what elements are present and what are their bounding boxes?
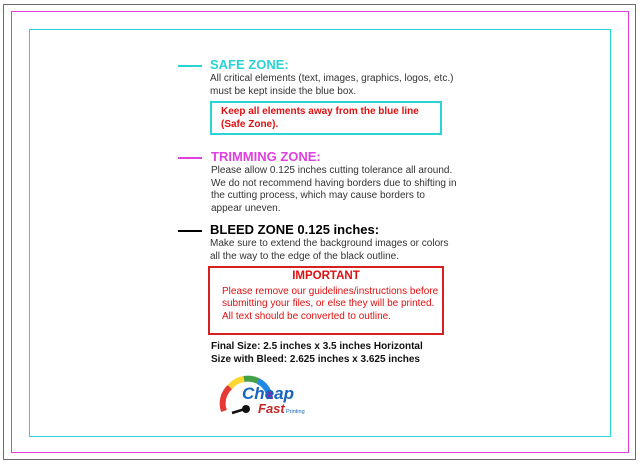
bleed-zone-description: Make sure to extend the background images or colors all the way to the edge of the black outline. — [210, 238, 449, 262]
final-size: Final Size: 2.5 inches x 3.5 inches Horizontal — [211, 341, 423, 352]
cheap-fast-printing-logo — [218, 369, 322, 419]
safe-zone-description: All critical elements (text, images, graphics, logos, etc.) must be kept inside the blue box. — [210, 73, 454, 97]
size-info — [211, 341, 423, 366]
safe-zone-swatch — [178, 65, 202, 67]
speedometer-icon — [218, 369, 322, 419]
logo-word-printing: Printing — [286, 409, 305, 415]
bleed-zone-heading: BLEED ZONE 0.125 inches: — [210, 222, 380, 237]
safe-zone-heading: SAFE ZONE: — [210, 57, 289, 72]
size-with-bleed: Size with Bleed: 2.625 inches x 3.625 inches — [211, 353, 420, 365]
logo-word-cheap: Cheap — [242, 384, 294, 403]
logo-word-fast: Fast — [258, 401, 285, 416]
safe-zone-callout: Keep all elements away from the blue line (Safe Zone). — [210, 101, 442, 135]
important-notice — [208, 266, 444, 335]
trimming-zone-description: Please allow 0.125 inches cutting tolerance all around. We do not recommend having borders due to shifting in the cutting process, which may cause borders to appear uneven. — [211, 165, 457, 214]
important-title: IMPORTANT — [292, 270, 360, 282]
important-body: Please remove our guidelines/instructions before submitting your files, or else they will be printed. All text should be converted to outline. — [222, 285, 439, 322]
trimming-zone-heading: TRIMMING ZONE: — [211, 149, 321, 164]
trimming-zone-swatch — [178, 157, 202, 159]
bleed-zone-swatch — [178, 230, 202, 232]
